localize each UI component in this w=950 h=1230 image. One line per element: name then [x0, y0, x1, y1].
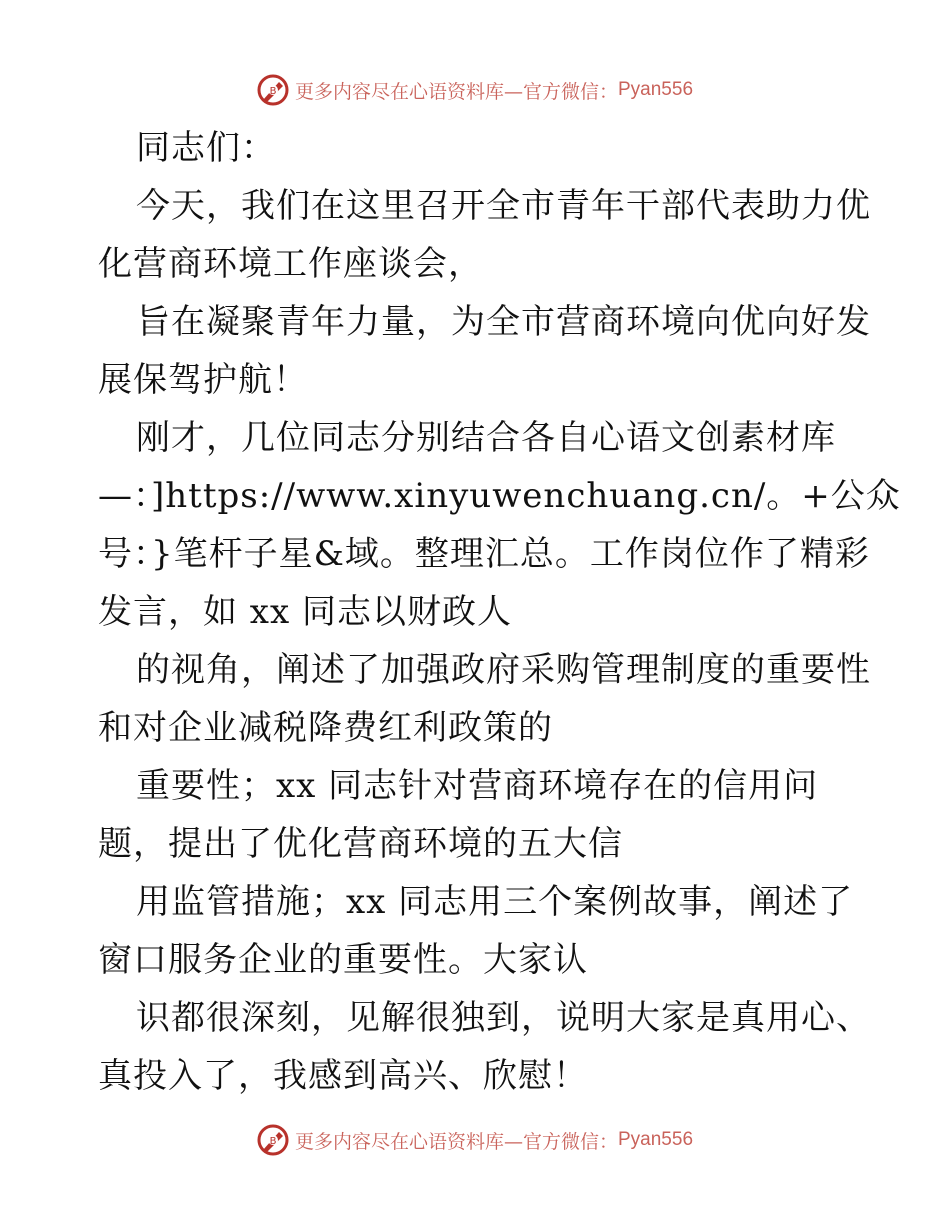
footer-banner-text: 更多内容尽在心语资料库—官方微信：: [294, 1130, 618, 1153]
footer-banner-wechat-id: Pyan556: [618, 1129, 694, 1150]
paragraph-line: 用监管措施；xx 同志用三个案例故事，阐述了: [136, 882, 854, 922]
footer-watermark-banner: [0, 1120, 950, 1160]
paragraph-line: 识都很深刻，见解很独到，说明大家是真用心、: [136, 998, 871, 1038]
paragraph-line: 展保驾护航！: [98, 360, 308, 400]
paragraph-line: 发言，如 xx 同志以财政人: [98, 592, 512, 632]
paragraph-line: 题，提出了优化营商环境的五大信: [98, 824, 623, 864]
pen-logo-icon: [257, 74, 289, 106]
svg-text:B: B: [269, 86, 277, 97]
paragraph-line: 真投入了，我感到高兴、欣慰！: [98, 1056, 588, 1096]
paragraph-line: 的视角，阐述了加强政府采购管理制度的重要性: [136, 650, 871, 690]
paragraph-line: 窗口服务企业的重要性。大家认: [98, 940, 588, 980]
paragraph-line: 重要性；xx 同志针对营商环境存在的信用问: [136, 766, 819, 806]
paragraph-line-url: —：]https://www.xinyuwenchuang.cn/。+公众: [98, 476, 901, 516]
paragraph-line: 化营商环境工作座谈会，: [98, 244, 483, 284]
header-banner-wechat-id: Pyan556: [618, 79, 694, 100]
paragraph-line: 号：}笔杆子星&域。整理汇总。工作岗位作了精彩: [98, 534, 870, 574]
paragraph-line: 和对企业减税降费红利政策的: [98, 708, 553, 748]
paragraph-line: 旨在凝聚青年力量，为全市营商环境向优向好发: [136, 302, 871, 342]
svg-text:B: B: [269, 1136, 277, 1147]
header-watermark-banner: [0, 70, 950, 110]
salutation-line: 同志们：: [136, 128, 276, 168]
pen-logo-icon: [257, 1124, 289, 1156]
header-banner-text: 更多内容尽在心语资料库—官方微信：: [294, 80, 618, 103]
paragraph-line: 今天，我们在这里召开全市青年干部代表助力优: [136, 186, 871, 226]
paragraph-line: 刚才，几位同志分别结合各自心语文创素材库: [136, 418, 836, 458]
